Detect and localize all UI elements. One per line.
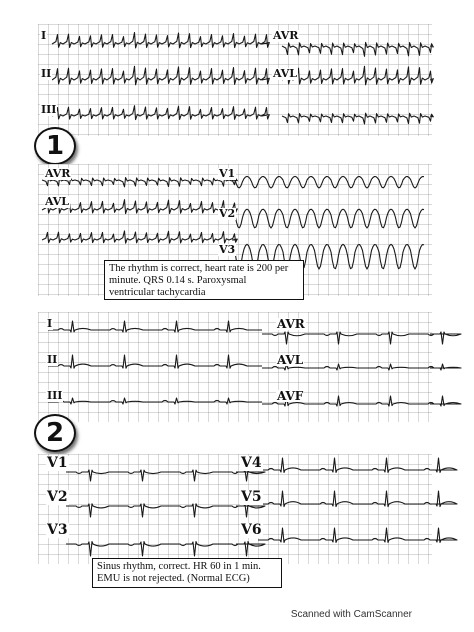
- ecg1-caption-line3: ventricular tachycardia: [109, 287, 206, 298]
- ecg1-label-i: I: [41, 29, 47, 42]
- ecg1-label-avr: AVR: [273, 29, 299, 42]
- ecg2-label-v2: V2: [47, 489, 68, 505]
- ecg2-label-v5: V5: [241, 489, 262, 505]
- ecg2-caption: [92, 558, 282, 588]
- ecg1-caption-line2: minute. QRS 0.14 s. Paroxysmal: [109, 275, 247, 286]
- ecg2-label-i: I: [47, 317, 53, 330]
- ecg1-label-mid-avr: AVR: [45, 167, 71, 180]
- ecg2-label-v4: V4: [241, 455, 262, 471]
- ecg1-label-avl: AVL: [273, 67, 298, 80]
- ecg2-label-v6: V6: [241, 522, 262, 538]
- ecg1-label-v1: V1: [219, 167, 236, 180]
- ecg1-label-v2: V2: [219, 207, 236, 220]
- ecg2-label-iii: III: [47, 389, 63, 402]
- scanner-watermark: Scanned with CamScanner: [290, 609, 412, 620]
- figure2-number-badge: 2: [34, 414, 76, 452]
- ecg2-label-v1: V1: [47, 455, 68, 471]
- ecg2-caption-line1: Sinus rhythm, correct. HR 60 in 1 min.: [97, 561, 261, 572]
- ecg1-label-v3: V3: [219, 243, 236, 256]
- ecg2-caption-line2: EMU is not rejected. (Normal ECG): [97, 573, 250, 584]
- ecg2-label-ii: II: [47, 353, 58, 366]
- figure1-number-badge: 1: [34, 127, 76, 165]
- ecg1-caption-line1: The rhythm is correct, heart rate is 200 per: [109, 263, 289, 274]
- ecg2-label-v3: V3: [47, 522, 68, 538]
- ecg2-label-avr: AVR: [277, 317, 305, 331]
- ecg1-label-mid-avl: AVL: [45, 195, 70, 208]
- ecg2-label-avf: AVF: [277, 389, 304, 403]
- ecg2-label-avl: AVL: [277, 353, 304, 367]
- ecg1-label-ii: II: [41, 67, 52, 80]
- ecg1-label-iii: III: [41, 103, 57, 116]
